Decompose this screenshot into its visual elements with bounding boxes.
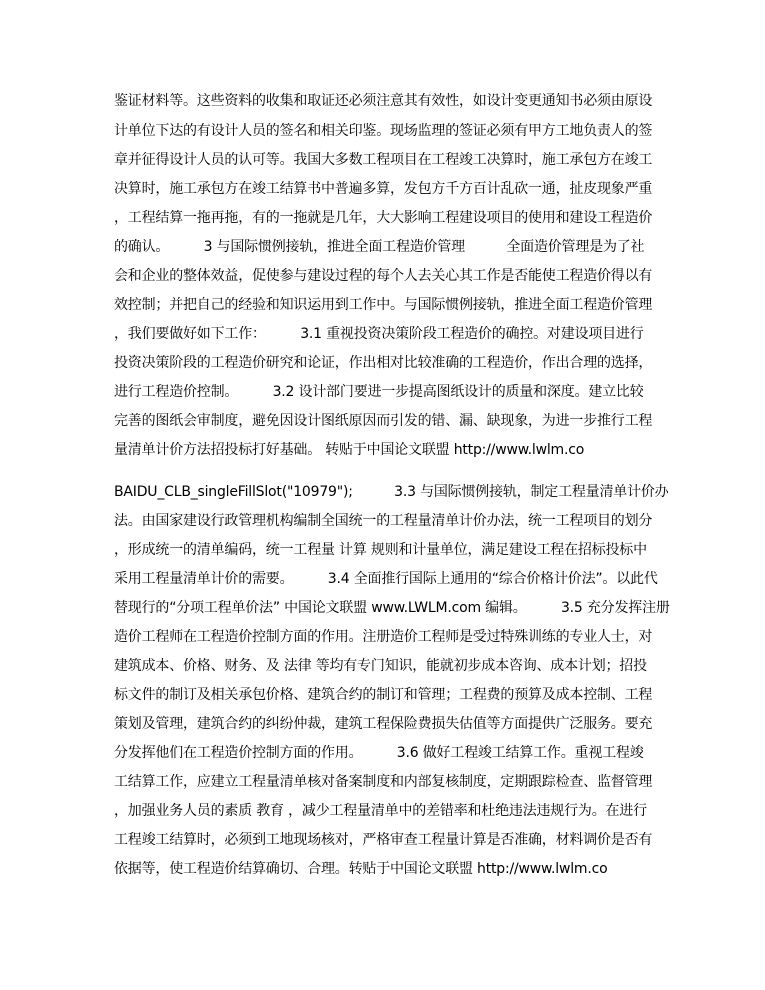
text-line: BAIDU_CLB_singleFillSlot("10979"); 3.3 与国际惯例接轨，制定工程量清单计价办	[114, 484, 669, 500]
text-line: 会和企业的整体效益，促使参与建设过程的每个人去关心其工作是否能使工程造价得以有	[114, 268, 653, 284]
text-line: 造价工程师在工程造价控制方面的作用。注册造价工程师是受过特殊训练的专业人士，对	[114, 629, 653, 645]
text-line: 分发挥他们在工程造价控制方面的作用。 3.6 做好工程竣工结算工作。重视工程竣	[114, 745, 644, 761]
text-line: 鉴证材料等。这些资料的收集和取证还必须注意其有效性，如设计变更通知书必须由原设	[114, 93, 653, 109]
text-line: 法。由国家建设行政管理机构编制全国统一的工程量清单计价办法，统一工程项目的划分	[114, 513, 653, 529]
text-line: ，加强业务人员的素质 教育 ，减少工程量清单中的差错率和杜绝违法违规行为。在进行	[114, 803, 647, 819]
text-line: ，形成统一的清单编码，统一工程量 计算 规则和计量单位，满足建设工程在招标投标中	[114, 542, 647, 558]
text-line: 量清单计价方法招投标打好基础。 转贴于中国论文联盟 http://www.lwlm.co	[114, 442, 585, 458]
text-line: 工程竣工结算时，必须到工地现场核对，严格审查工程量计算是否准确，材料调价是否有	[114, 832, 653, 848]
text-line: 依据等，使工程造价结算确切、合理。转贴于中国论文联盟 http://www.lwlm.co	[114, 861, 608, 877]
text-line: 标文件的制订及相关承包价格、建筑合约的制订和管理；工程费的预算及成本控制、工程	[114, 687, 653, 703]
text-line: ，我们要做好如下工作： 3.1 重视投资决策阶段工程造价的确控。对建设项目进行	[114, 326, 644, 342]
text-line: ，工程结算一拖再拖，有的一拖就是几年，大大影响工程建设项目的使用和建设工程造价	[114, 210, 653, 226]
text-line: 投资决策阶段的工程造价研究和论证，作出相对比较准确的工程造价，作出合理的选择，	[114, 355, 653, 371]
text-line: 替现行的“分项工程单价法” 中国论文联盟 www.LWLM.com 编辑。 3.5 充分发挥注册	[114, 600, 670, 616]
text-line: 策划及管理，建筑合约的纠纷仲裁，建筑工程保险费损失估值等方面提供广泛服务。要充	[114, 716, 653, 732]
text-line: 效控制；并把自己的经验和知识运用到工作中。与国际惯例接轨，推进全面工程造价管理	[114, 297, 653, 313]
text-line: 计单位下达的有设计人员的签名和相关印鉴。现场监理的签证必须有甲方工地负责人的签	[114, 123, 653, 139]
text-line: 决算时，施工承包方在竣工结算书中普遍多算，发包方千方百计乱砍一通，扯皮现象严重	[114, 181, 653, 197]
text-line: 工结算工作，应建立工程量清单核对备案制度和内部复核制度，定期跟踪检查、监督管理	[114, 774, 653, 790]
text-line: 建筑成本、价格、财务、及 法律 等均有专门知识，能就初步成本咨询、成本计划；招投	[114, 658, 647, 674]
text-line: 完善的图纸会审制度，避免因设计图纸原因而引发的错、漏、缺现象，为进一步推行工程	[114, 413, 653, 429]
text-line: 章并征得设计人员的认可等。我国大多数工程项目在工程竣工决算时，施工承包方在竣工	[114, 152, 653, 168]
text-line: 进行工程造价控制。 3.2 设计部门要进一步提高图纸设计的质量和深度。建立比较	[114, 384, 644, 400]
text-line: 采用工程量清单计价的需要。 3.4 全面推行国际上通用的“综合价格计价法”。以此代	[114, 571, 658, 587]
text-line: 的确认。 3 与国际惯例接轨，推进全面工程造价管理 全面造价管理是为了社	[114, 239, 645, 255]
